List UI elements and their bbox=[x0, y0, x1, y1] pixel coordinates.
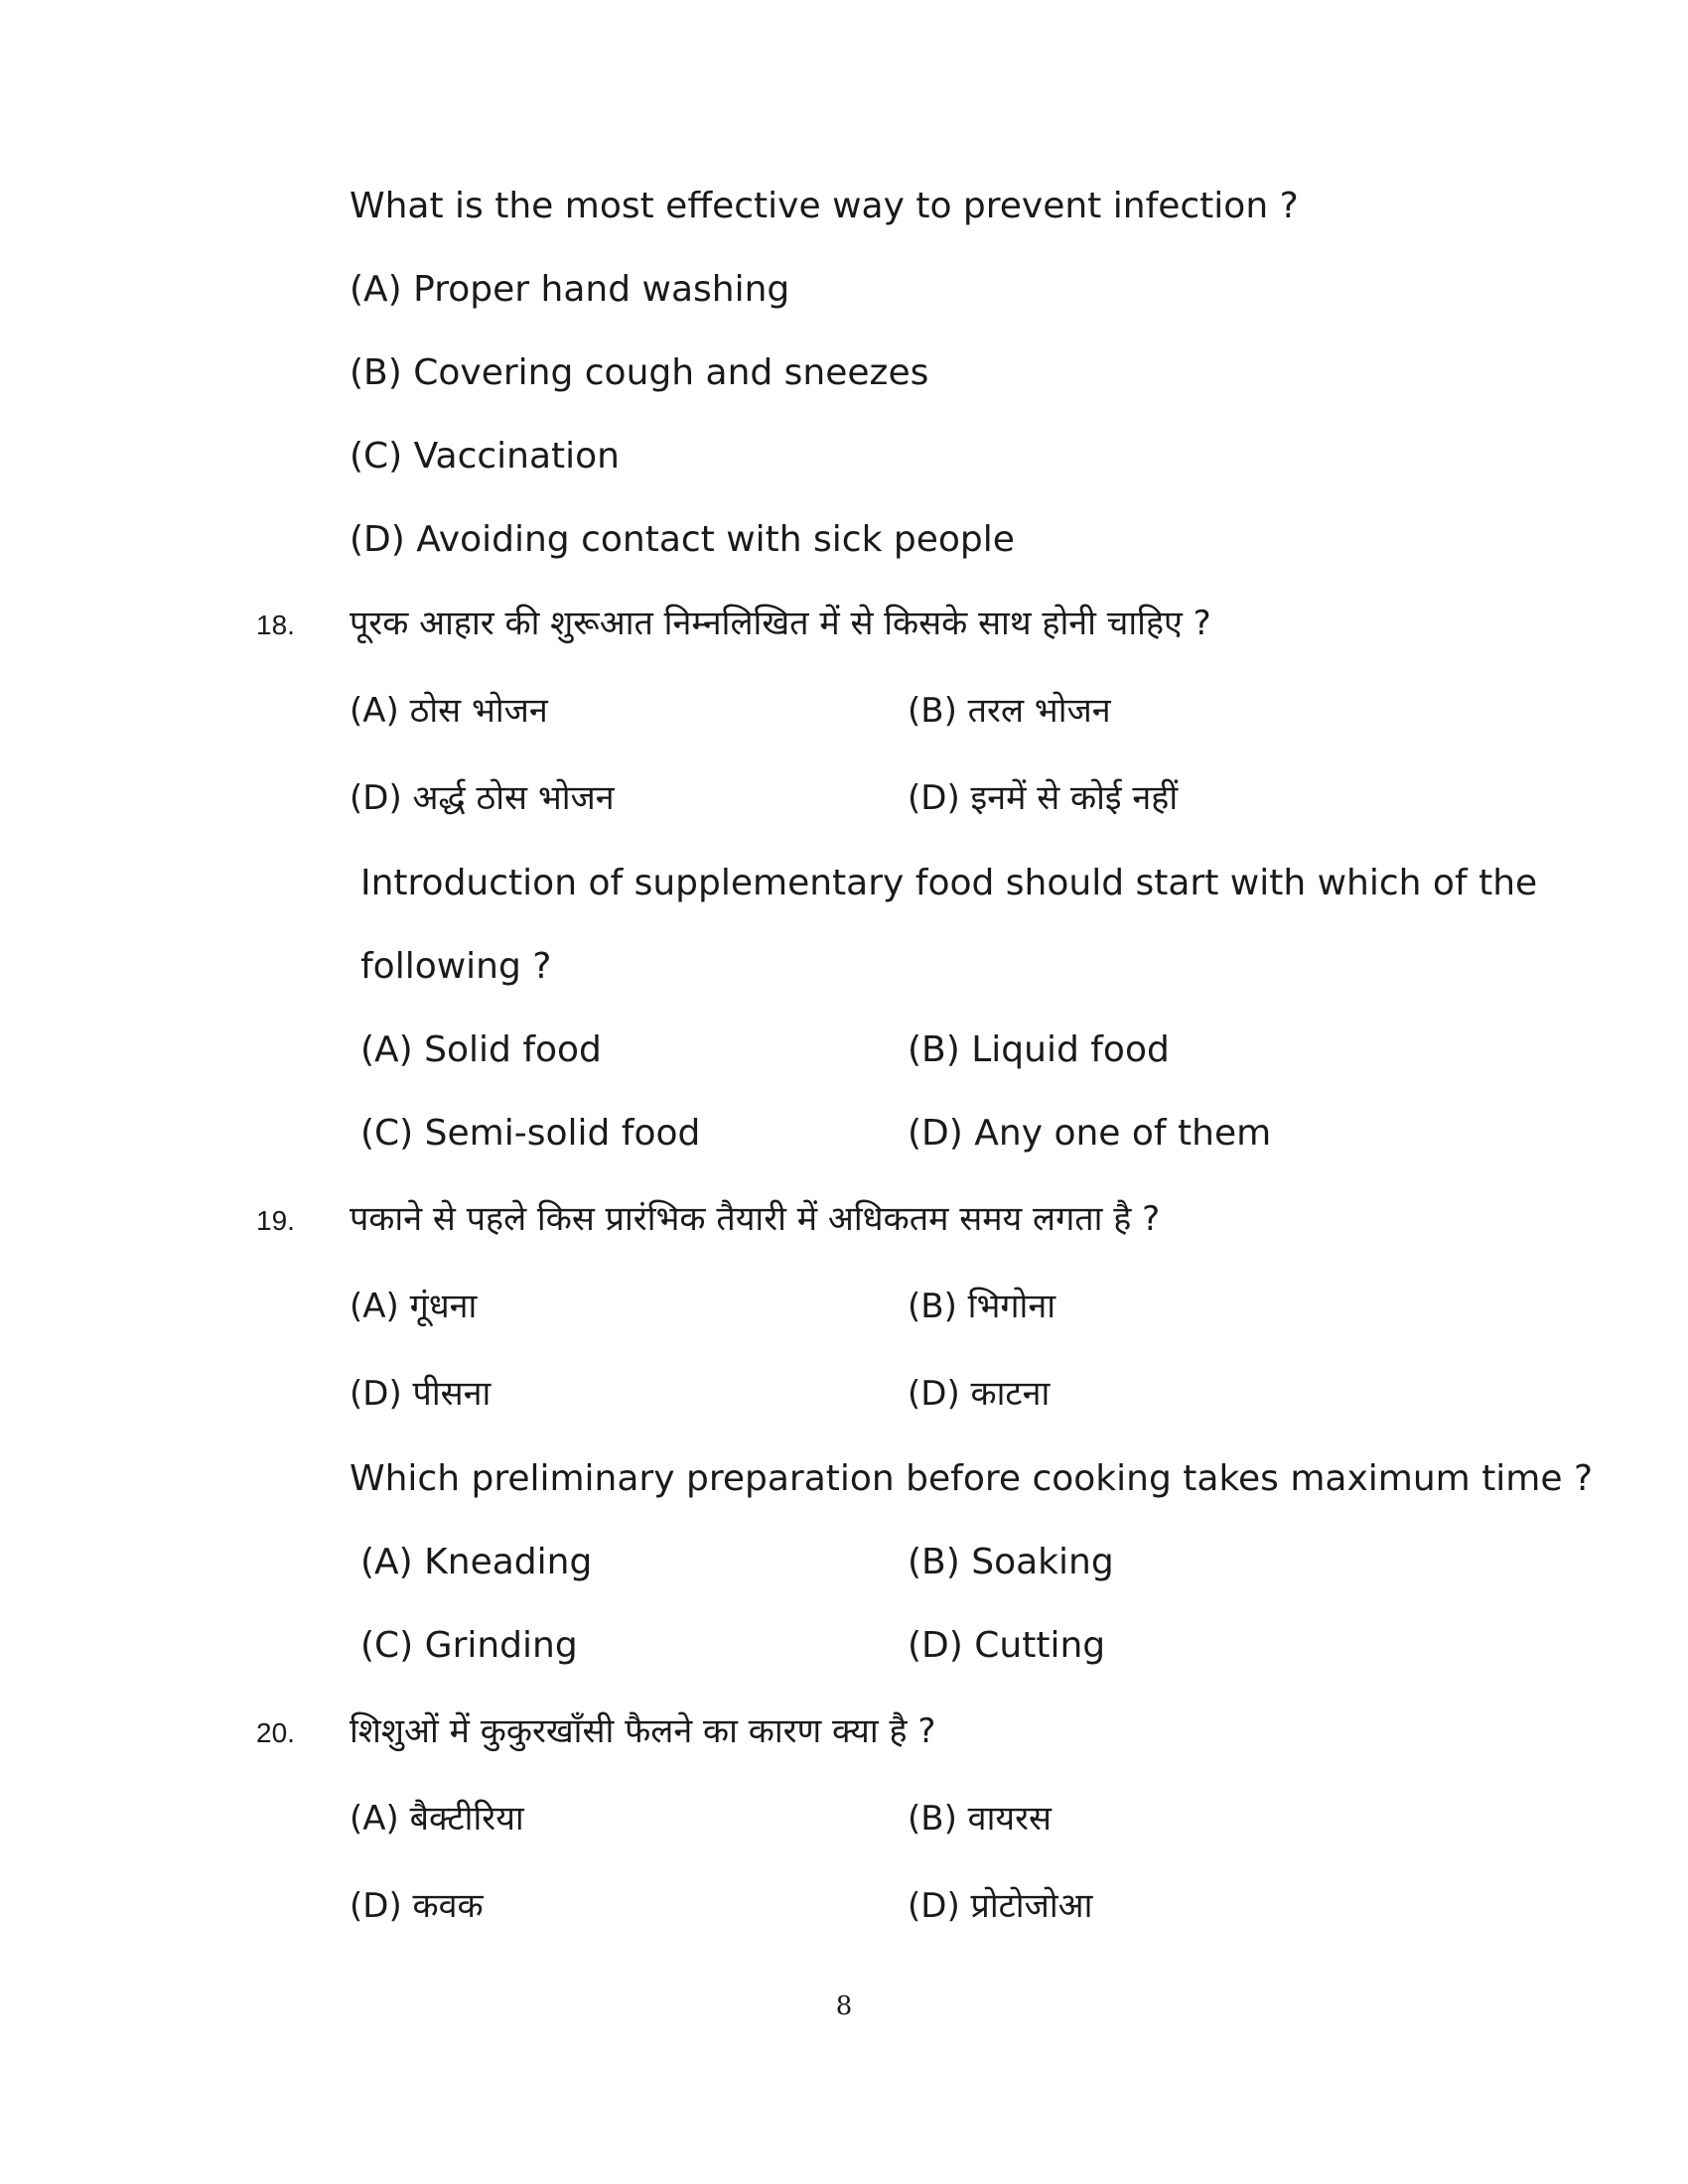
q18-question-en-line2: following ? bbox=[360, 946, 552, 987]
q19-option-hi-a: (A) गूंधना bbox=[350, 1287, 478, 1326]
q19-option-en-c: (C) Grinding bbox=[360, 1625, 578, 1666]
q19-question-en: Which preliminary preparation before cooking takes maximum time ? bbox=[350, 1458, 1594, 1499]
q17-option-a: (A) Proper hand washing bbox=[350, 269, 790, 310]
q18-option-hi-d: (D) इनमें से कोई नहीं bbox=[908, 778, 1179, 818]
q19-question-hi: पकाने से पहले किस प्रारंभिक तैयारी में अधिकतम समय लगता है ? bbox=[350, 1199, 1161, 1239]
q20-question-hi: शिशुओं में कुकुरखाँसी फैलने का कारण क्या है ? bbox=[350, 1711, 936, 1751]
q18-option-hi-a: (A) ठोस भोजन bbox=[350, 691, 548, 731]
q19-option-hi-c: (D) पीसना bbox=[350, 1374, 492, 1414]
q20-number: 20. bbox=[256, 1717, 295, 1748]
q19-option-en-b: (B) Soaking bbox=[908, 1542, 1114, 1582]
q20-option-hi-a: (A) बैक्टीरिया bbox=[350, 1799, 524, 1839]
q18-option-en-c: (C) Semi-solid food bbox=[360, 1113, 701, 1154]
q18-number: 18. bbox=[256, 610, 295, 640]
q17-option-c: (C) Vaccination bbox=[350, 436, 620, 477]
q19-option-en-d: (D) Cutting bbox=[908, 1625, 1106, 1666]
q18-question-hi: पूरक आहार की शुरूआत निम्नलिखित में से किसके साथ होनी चाहिए ? bbox=[350, 604, 1211, 643]
q19-option-hi-b: (B) भिगोना bbox=[908, 1287, 1055, 1326]
page-number: 8 bbox=[835, 1991, 853, 2021]
q19-number: 19. bbox=[256, 1205, 295, 1236]
q18-option-hi-b: (B) तरल भोजन bbox=[908, 691, 1111, 731]
q18-option-en-b: (B) Liquid food bbox=[908, 1029, 1170, 1070]
q17-option-d: (D) Avoiding contact with sick people bbox=[350, 519, 1015, 560]
q17-question-en: What is the most effective way to prevent infection ? bbox=[350, 186, 1299, 226]
q18-option-en-d: (D) Any one of them bbox=[908, 1113, 1272, 1154]
q17-option-b: (B) Covering cough and sneezes bbox=[350, 352, 929, 393]
q18-option-en-a: (A) Solid food bbox=[360, 1029, 602, 1070]
q20-option-hi-c: (D) कवक bbox=[350, 1886, 484, 1926]
q20-option-hi-d: (D) प्रोटोजोआ bbox=[908, 1886, 1093, 1926]
q18-option-hi-c: (D) अर्द्ध ठोस भोजन bbox=[350, 778, 615, 818]
q19-option-hi-d: (D) काटना bbox=[908, 1374, 1051, 1414]
q19-option-en-a: (A) Kneading bbox=[360, 1542, 593, 1582]
q18-question-en-line1: Introduction of supplementary food should start with which of the bbox=[360, 863, 1538, 903]
q20-option-hi-b: (B) वायरस bbox=[908, 1799, 1052, 1839]
